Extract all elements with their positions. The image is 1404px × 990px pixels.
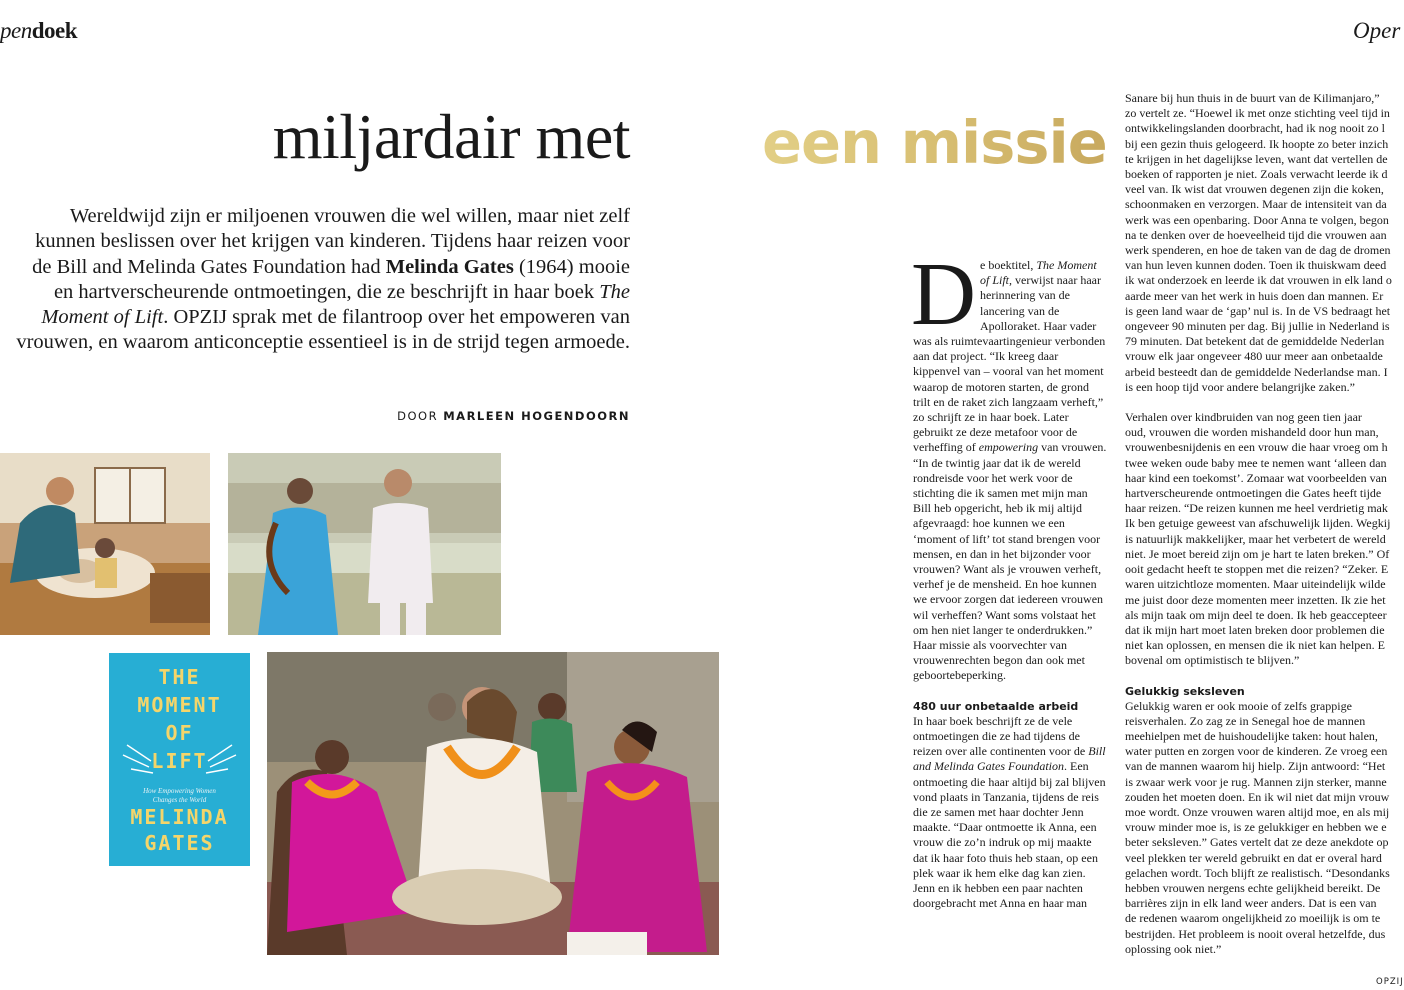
article-paragraph	[1125, 91, 1400, 395]
drop-cap: D	[911, 245, 976, 344]
article-line: Gelukkig waren er ook mooie of zelfs grappige	[1125, 698, 1352, 713]
article-line: dat ik mijn hart moet laten breken door problemen die	[1125, 622, 1385, 637]
article-line: is geen land waar de ‘gap’ nul is. In de VS bedraagt het	[1125, 303, 1391, 318]
article-line: aarde meer van het werk in huis doen dan mannen. Er	[1125, 288, 1384, 303]
article-line: ik wat onderzoek en leerde ik dat vrouwen in elk land o	[1125, 273, 1392, 288]
article-line: werk was een openbaring. Door Anna te volgen, begon	[1125, 212, 1389, 227]
article-line: moe wordt. Onze vrouwen waren altijd moe, en als mij	[1125, 804, 1390, 819]
photo-women-group	[267, 652, 719, 955]
book-subtitle: How Empowering Women Changes the World	[143, 787, 216, 804]
book-cover: THE MOMENT OF LIFT How Empowering Women Changes the World MELINDA GATES	[109, 653, 250, 866]
article-line: van de mannen waarom hij hielp. Zijn antwoord: “Het	[1125, 759, 1386, 774]
article-line: haar reizen. “De reizen kunnen me heel verdrietig mak	[1125, 501, 1388, 516]
photo-walking-village	[228, 453, 501, 635]
article-line: Sanare bij hun thuis in de buurt van de Kilimanjaro,”	[1125, 91, 1380, 105]
subject-name: Melinda Gates	[385, 255, 514, 278]
article-line: vrouw minder moe is, is ze gelukkiger en hebben we e	[1125, 820, 1387, 835]
article-paragraph: e boektitel, The Moment of Lift, verwijst naar haar herinnering van de lancering van de Apolloraket. Haar vader was als ruimtevaartingenieur verbonden aan dat project. “Ik kreeg daar kippenvel van – vooral van het moment waarop de motoren starten, de grond trilt en de raket zich langzaam verheft,” zo schrijft ze in haar boek. Later gebruikt ze deze metafoor voor de verheffing of empowering van vrouwen. “In de twintig jaar dat ik de wereld rondreisde voor het werk voor de stichting die ik samen met mijn man Bill heb opgericht, heb ik mij altijd afgevraagd: hoe kunnen we een ‘moment of lift’ tot stand brengen voor mensen, en dan in het bijzonder voor vrouwen? Want als je vrouwen verheft, verhef je de mensheid. En hoe kunnen we ervoor zorgen dat iedereen vrouwen wil verheffen? Want soms volstaat het om hen niet langer te onderdrukken.” Haar missie als voorvechter van vrouwenrechten begon dan ook met geboortebeperking.	[913, 258, 1107, 683]
article-line: veel van. Ik wist dat vrouwen degenen zijn die koken,	[1125, 182, 1384, 197]
article-line: 79 minuten. Dat betekent dat de gemiddelde Nederlan	[1125, 334, 1385, 349]
book-title-inline: The Moment of Lift	[41, 280, 630, 329]
article-line: is natuurlijk makkelijker, maar het verbetert de wereld	[1125, 531, 1386, 546]
article-line: hartverscheurende ontmoetingen die Gates heeft tijde	[1125, 486, 1382, 501]
article-line: me juist door deze momenten meer inzetten. Ik zie het	[1125, 592, 1386, 607]
article-line: Ik ben getuige geweest van afschuwelijk lijden. Wegkij	[1125, 516, 1391, 531]
subheading-sex-life: Gelukkig seksleven	[1125, 684, 1245, 698]
article-paragraph	[1125, 410, 1400, 668]
article-line: ooit gedacht heeft te stoppen met die reizen? “Zeker. E	[1125, 562, 1389, 577]
article-line: Verhalen over kindbruiden van nog geen tien jaar	[1125, 410, 1362, 425]
page-footer-magazine: OPZIJ	[1376, 977, 1404, 987]
article-paragraph: In haar boek beschrijft ze de vele ontmoetingen die ze had tijdens de reizen over alle continenten voor de Bill and Melinda Gates Foundation. Een ontmoeting die haar altijd bij zal blijven vond plaats in Tanzania, tijdens de reis die ze samen met haar dochter Jenn maakte. “Daar ontmoette ik Anna, een vrouw die zo’n indruk op mij maakte dat ik haar foto thuis heb staan, op een plek waar ik hem elke dag kan zien. Jenn en ik hebben een paar nachten doorgebracht met Anna en haar man	[913, 713, 1106, 911]
article-line: arbeid besteedt dan de gemiddelde Nederlandse man. I	[1125, 364, 1388, 379]
article-line: ongeveer 90 minuten per dag. Bij jullie in Nederland is	[1125, 319, 1390, 334]
article-line: twee weken oude baby mee te nemen want ‘alleen dan	[1125, 455, 1387, 470]
article-line: schoonmaken en verzorgen. Maar de intensiteit van da	[1125, 197, 1387, 212]
article-line: bovenal om optimistisch te blijven.”	[1125, 653, 1300, 668]
article-line: te krijgen in het dagelijkse leven, want dat vertellen de	[1125, 151, 1388, 166]
article-line: water putten en zorgen voor de kinderen. Ze vroeg een	[1125, 744, 1388, 759]
article-line: bij een gezin thuis gelogeerd. Ik hoopte zo beter inzich	[1125, 136, 1389, 151]
article-line: vrouwenbesnijdenis en een vrouw die haar vroeg om h	[1125, 440, 1388, 455]
subheading-unpaid-work: 480 uur onbetaalde arbeid	[913, 699, 1079, 713]
article-line: gelachen wordt. Toch blijft ze realistisch. “Desondanks	[1125, 865, 1390, 880]
magazine-section-logo-right: Oper	[1353, 18, 1401, 43]
article-line: meehielpen met de huishoudelijke taken: hout halen,	[1125, 728, 1378, 743]
article-line: veel plekken ter wereld gebruikt en dat er overal hard	[1125, 850, 1382, 865]
article-line: oud, vrouwen die worden mishandeld door hun man,	[1125, 425, 1379, 440]
article-line: oplossing ook niet.”	[1125, 941, 1222, 956]
book-lift-rays-icon	[109, 743, 250, 783]
article-line: van hun leven kunnen doden. Toen ik thuiskwam deed	[1125, 258, 1387, 273]
article-line: reisverhalen. Zo zag ze in Senegal hoe de mannen	[1125, 713, 1366, 728]
intro-paragraph: Wereldwijd zijn er miljoenen vrouwen die wel willen, maar niet zelf kunnen beslissen over het krijgen van kinderen. Tijdens haar reizen voor de Bill and Melinda Gates Foundation had Melinda Gates (1964) mooie en hartverscheurende ontmoetingen, die ze beschrijft in haar boek The Moment of Lift. OPZIJ sprak met de filantroop over het empoweren van vrouwen, en waarom anticonceptie essentieel is in de strijd tegen armoede.	[16, 205, 630, 354]
article-line: werk spenderen, en hoe de taken van de dag de dromen	[1125, 243, 1391, 258]
byline-author: MARLEEN HOGENDOORN	[443, 409, 630, 423]
headline-right: een missie	[762, 108, 1107, 177]
article-line: ontwikkelingslanden doorbracht, had ik nog nooit zo l	[1125, 121, 1385, 136]
article-line: bestrijden. Het probleem is nooit overal hetzelfde, dus	[1125, 926, 1386, 941]
article-paragraph	[1125, 699, 1400, 957]
article-line: niet kan oplossen, en mensen die ik niet kan helpen. E	[1125, 638, 1385, 653]
article-line: beter seksleven.” Gates vertelt dat ze deze anekdote op	[1125, 835, 1389, 850]
article-line: is een hoop tijd voor andere belangrijke zaken.”	[1125, 379, 1355, 394]
article-line: de redenen waarom ongelijkheid zo moeilijk is om te	[1125, 911, 1381, 926]
article-column-2	[1125, 91, 1400, 957]
article-line: na te denken over de hoeveelheid tijd die vrouwen aan	[1125, 227, 1387, 242]
article-line: haar kind een toekomst’. Zomaar wat voorbeelden van	[1125, 470, 1387, 485]
magazine-section-logo: pendoek	[0, 18, 78, 43]
article-line: is zwaar werk voor je rug. Mannen zijn sterker, manne	[1125, 774, 1387, 789]
article-line: hebben vrouwen nergens echte gelijkheid bereikt. De	[1125, 880, 1381, 895]
article-line: als mijn taak om mijn deel te doen. Ik heb geaccepteer	[1125, 607, 1387, 622]
photo-hospital-visit	[0, 453, 210, 635]
article-line: vrouw elk jaar ongeveer 480 uur meer aan onbetaalde	[1125, 349, 1383, 364]
article-line: waren uitzichtloze momenten. Maar uiteindelijk wilde	[1125, 577, 1386, 592]
article-line: barrières zijn in elk land weer anders. Dat is een van	[1125, 896, 1377, 911]
article-line: zo vertelt ze. “Hoewel ik met onze stichting veel tijd in	[1125, 106, 1390, 121]
article-column-1	[911, 245, 1108, 911]
article-line: niet. Je moet bereid zijn om je hart te laten breken.” Of	[1125, 546, 1390, 561]
byline: DOOR MARLEEN HOGENDOORN	[397, 409, 630, 423]
article-line: zouden het moeten doen. En ik wil niet dat mijn vrouw	[1125, 789, 1390, 804]
article-line: boeken of rapporten je niet. Zoals verwacht leerde ik d	[1125, 167, 1388, 182]
headline-left: miljardair met	[272, 101, 630, 172]
